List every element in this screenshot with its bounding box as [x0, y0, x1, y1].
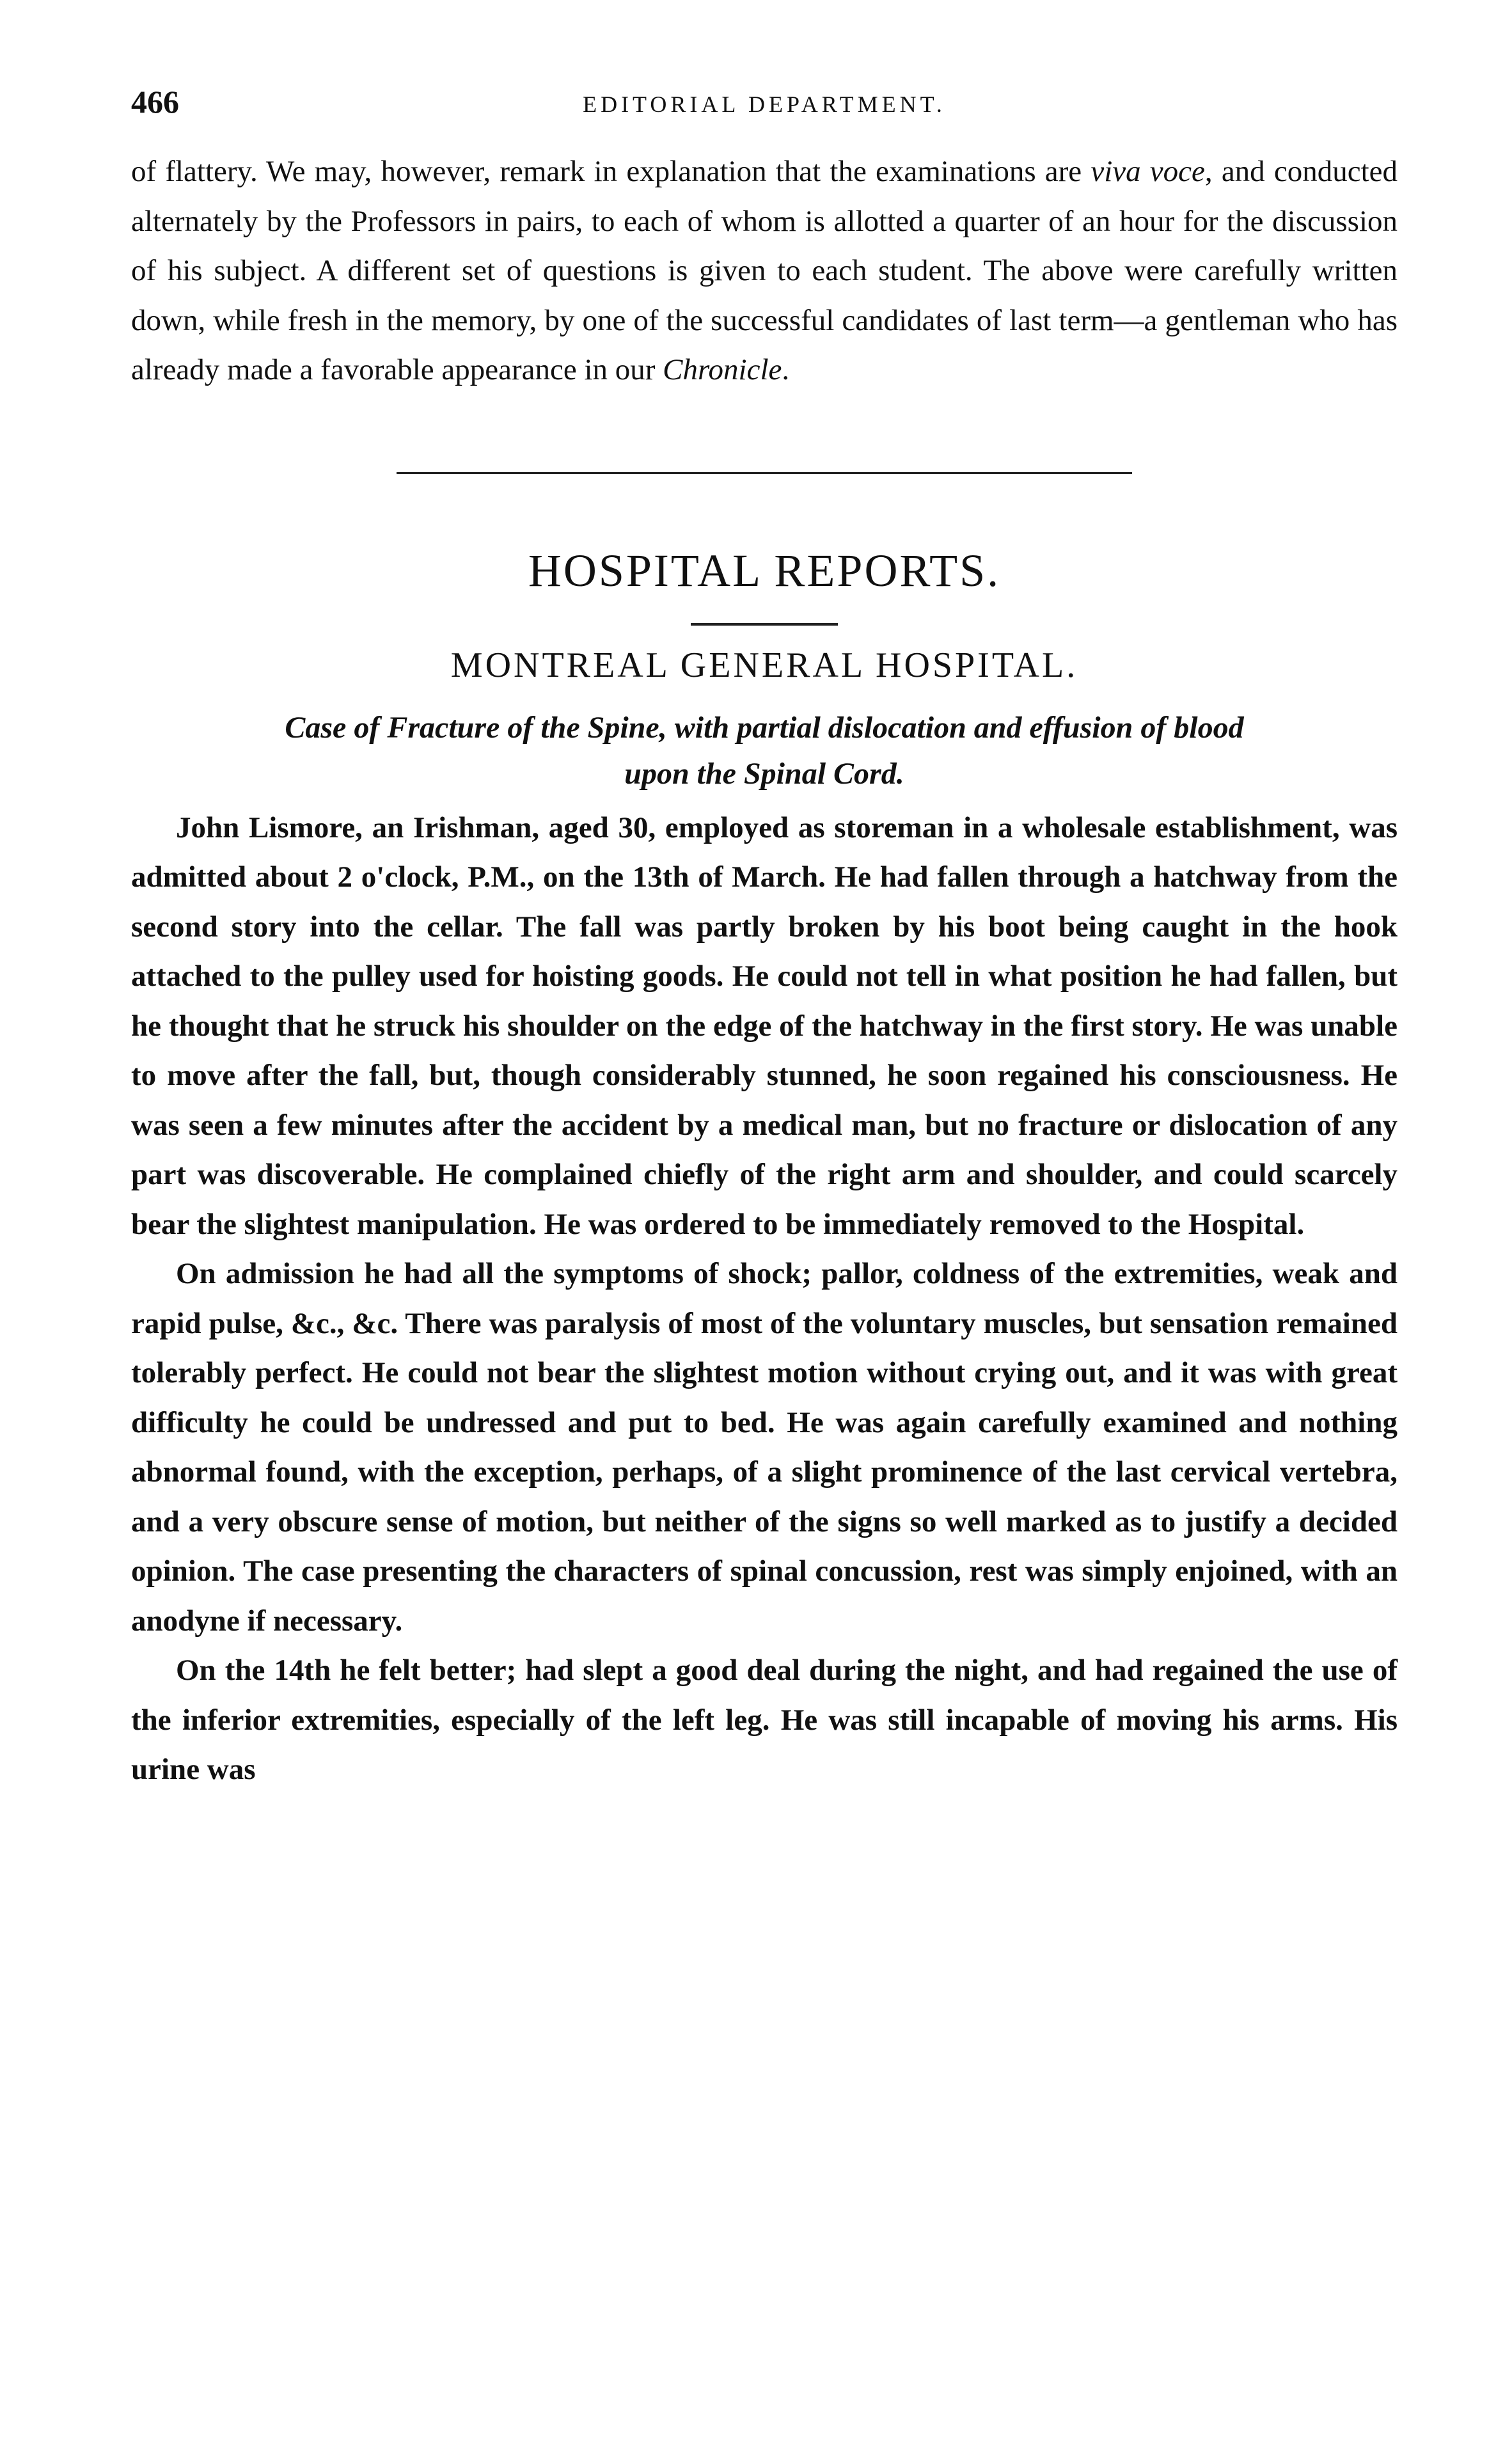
case-paragraph-admission: John Lismore, an Irishman, aged 30, employed as storeman in a wholesale establishment, was admitted about 2 o'clock, P.M., on the 13th of March. He had fallen through a hatchway from the second story into the cellar. The fall was partly broken by his boot being caught in the hook attached to the pulley used for hoisting goods. He could not tell in what position he had fallen, but he thought that he struck his shoulder on the edge of the hatchway in the first story. He was unable to move after the fall, but, though considerably stunned, he soon regained his consciousness. He was seen a few minutes after the accident by a medical man, but no fracture or dislocation of any part was discoverable. He complained chiefly of the right arm and shoulder, and could scarcely bear the slightest manipulation. He was ordered to be immediately removed to the Hospital.: [131, 810, 1398, 1241]
section-divider-rule: [397, 472, 1132, 474]
case-title-line-1: Case of Fracture of the Spine, with partial dislocation and effusion of blood: [285, 710, 1244, 745]
hospital-subheading: MONTREAL GENERAL HOSPITAL.: [450, 645, 1078, 685]
case-paragraph-progress: On the 14th he felt better; had slept a good deal during the night, and had regained the use of the inferior extremities, especially of the left leg. He was still incapable of moving his arms. His urine was: [131, 1654, 1398, 1786]
intro-text-a: of flattery. We may, however, remark in explanation that the examinations are: [131, 155, 1091, 188]
case-report-body: [131, 803, 1398, 1795]
intro-text-b: , and conducted alternately by the Professors in pairs, to each of whom is allotted a quarter of an hour for the discussion of his subject. A different set of questions is given to each student. The above were carefully written down, while fresh in the memory, by one of the successful candidates of last term—a gentleman who has already made a favorable appearance in our: [131, 155, 1398, 386]
case-title-line-2: upon the Spinal Cord.: [624, 756, 904, 791]
running-head: [131, 83, 1398, 134]
case-paragraph-symptoms: On admission he had all the symptoms of shock; pallor, coldness of the extremities, weak and rapid pulse, &c., &c. There was paralysis of most of the voluntary muscles, but sensation remained tolerably perfect. He could not bear the slightest motion without crying out, and it was with great difficulty he could be undressed and put to bed. He was again carefully examined and nothing abnormal found, with the exception, perhaps, of a slight prominence of the last cervical vertebra, and a very obscure sense of motion, but neither of the signs so well marked as to justify a decided opinion. The case presenting the characters of spinal concussion, rest was simply enjoined, with an anodyne if necessary.: [131, 1257, 1398, 1638]
page-number: 466: [131, 84, 179, 120]
intro-journal-name: Chronicle: [663, 353, 782, 386]
heading-rule: [691, 623, 838, 626]
intro-italic-phrase: viva voce: [1091, 155, 1205, 188]
case-title: [131, 705, 1398, 797]
page: [131, 83, 1398, 1795]
intro-text-end: .: [782, 353, 790, 386]
section-heading: HOSPITAL REPORTS.: [528, 544, 1001, 596]
intro-paragraph: [131, 147, 1398, 395]
running-title: EDITORIAL DEPARTMENT.: [583, 91, 946, 117]
